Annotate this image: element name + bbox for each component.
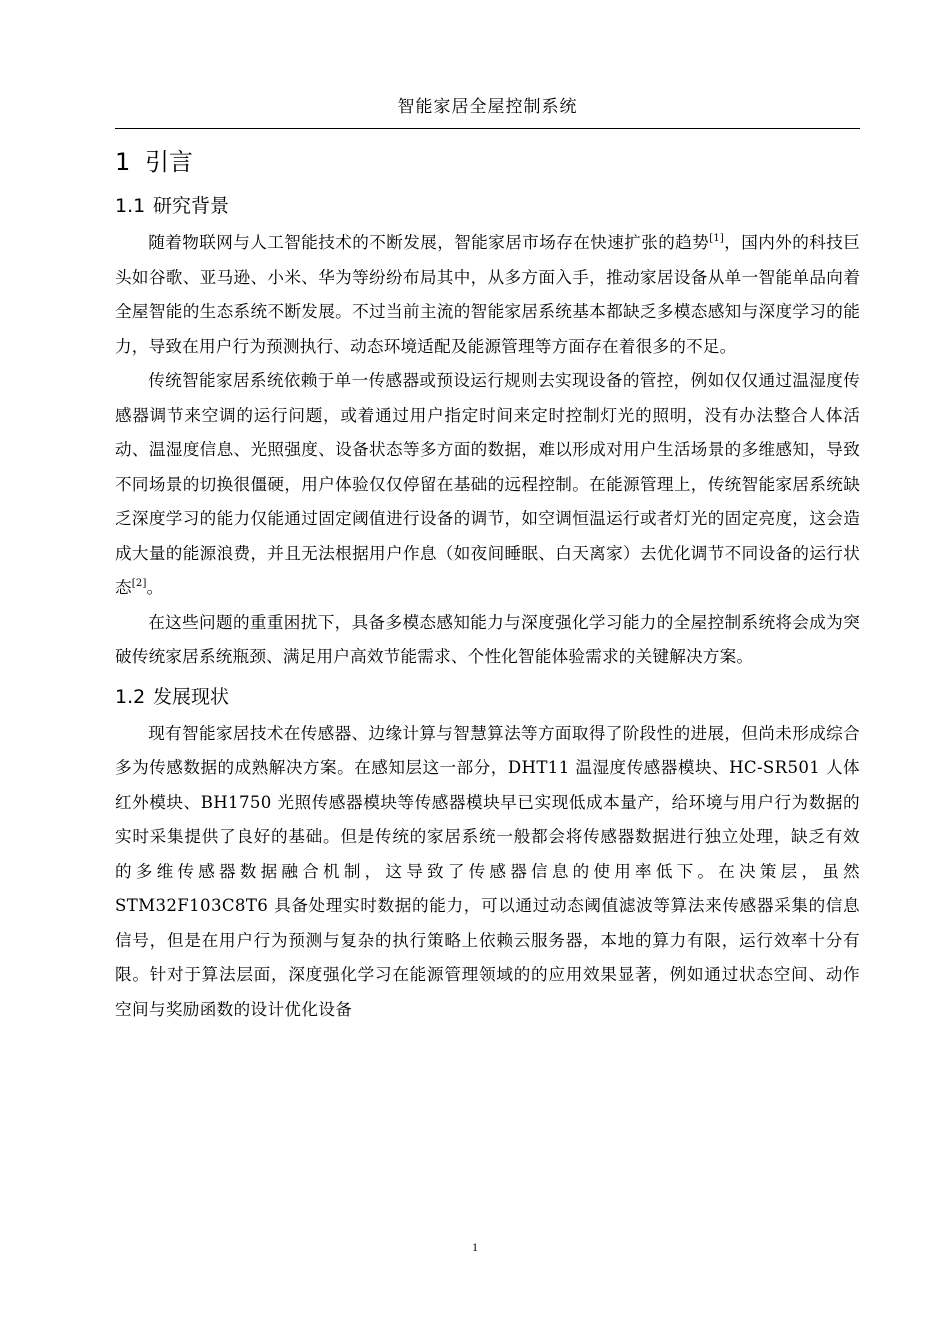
citation: [1] xyxy=(709,233,724,244)
paragraph xyxy=(115,226,860,364)
paragraph-text: 随着物联网与人工智能技术的不断发展，智能家居市场存在快速扩张的趋势 xyxy=(148,233,710,252)
header-rule xyxy=(115,128,860,129)
subsection-heading-background xyxy=(115,190,860,222)
paragraph-text: 。 xyxy=(146,578,164,597)
page-body xyxy=(115,142,860,1027)
paragraph-text: ，国内外的科技巨头如谷歌、亚马逊、小米、华为等纷纷布局其中，从多方面入手，推动家居设备从单一智能单品向着全屋智能的生态系统不断发展。不过当前主流的智能家居系统基本都缺乏多模态感知与深度学习的能力，导致在用户行为预测执行、动态环境适配及能源管理等方面存在着很多的不足。 xyxy=(115,233,860,356)
subsection-heading-status xyxy=(115,681,860,713)
running-header: 智能家居全屋控制系统 xyxy=(397,97,578,117)
subsection-number: 1.2 xyxy=(115,685,146,708)
section-number: 1 xyxy=(115,148,131,176)
page-number: 1 xyxy=(472,1240,478,1254)
subsection-number: 1.1 xyxy=(115,195,146,217)
paragraph xyxy=(115,717,860,1028)
citation: [2] xyxy=(131,578,147,589)
paragraph-text: 传统智能家居系统依赖于单一传感器或预设运行规则去实现设备的管控，例如仅仅通过温湿度传感器调节来空调的运行问题，或着通过用户指定时间来定时控制灯光的照明，没有办法整合人体活动、温湿度信息、光照强度、设备状态等多方面的数据，难以形成对用户生活场景的多维感知，导致不同场景的切换很僵硬，用户体验仅仅停留在基础的远程控制。在能源管理上，传统智能家居系统缺乏深度学习的能力仅能通过固定阈值进行设备的调节，如空调恒温运行或者灯光的固定亮度，这会造成大量的能源浪费，并且无法根据用户作息（如夜间睡眠、白天离家）去优化调节不同设备的运行状态 xyxy=(115,371,860,597)
section-title: 引言 xyxy=(145,148,193,176)
paragraph xyxy=(115,364,860,606)
paragraph xyxy=(115,606,860,675)
subsection-title: 发展现状 xyxy=(153,685,230,708)
paragraph-text: 在这些问题的重重困扰下，具备多模态感知能力与深度强化学习能力的全屋控制系统将会成为突破传统家居系统瓶颈、满足用户高效节能需求、个性化智能体验需求的关键解决方案。 xyxy=(115,612,860,666)
subsection-title: 研究背景 xyxy=(153,195,230,217)
section-heading xyxy=(115,142,860,182)
paragraph-text: 现有智能家居技术在传感器、边缘计算与智慧算法等方面取得了阶段性的进展，但尚未形成综合多为传感数据的成熟解决方案。在感知层这一部分，DHT11 温湿度传感器模块、HC-SR501 人体红外模块、BH1750 光照传感器模块等传感器模块早已实现低成本量产，给环境与用户行为数据的实时采集提供了良好的基础。但是传统的家居系统一般都会将传感器数据进行独立处理，缺乏有效的多维传感器数据融合机制，这导致了传感器信息的使用率低下。在决策层，虽然 STM32F103C8T6 具备处理实时数据的能力，可以通过动态阈值滤波等算法来传感器采集的信息信号，但是在用户行为预测与复杂的执行策略上依赖云服务器，本地的算力有限，运行效率十分有限。针对于算法层面，深度强化学习在能源管理领域的的应用效果显著，例如通过状态空间、动作空间与奖励函数的设计优化设备 xyxy=(115,723,860,1019)
